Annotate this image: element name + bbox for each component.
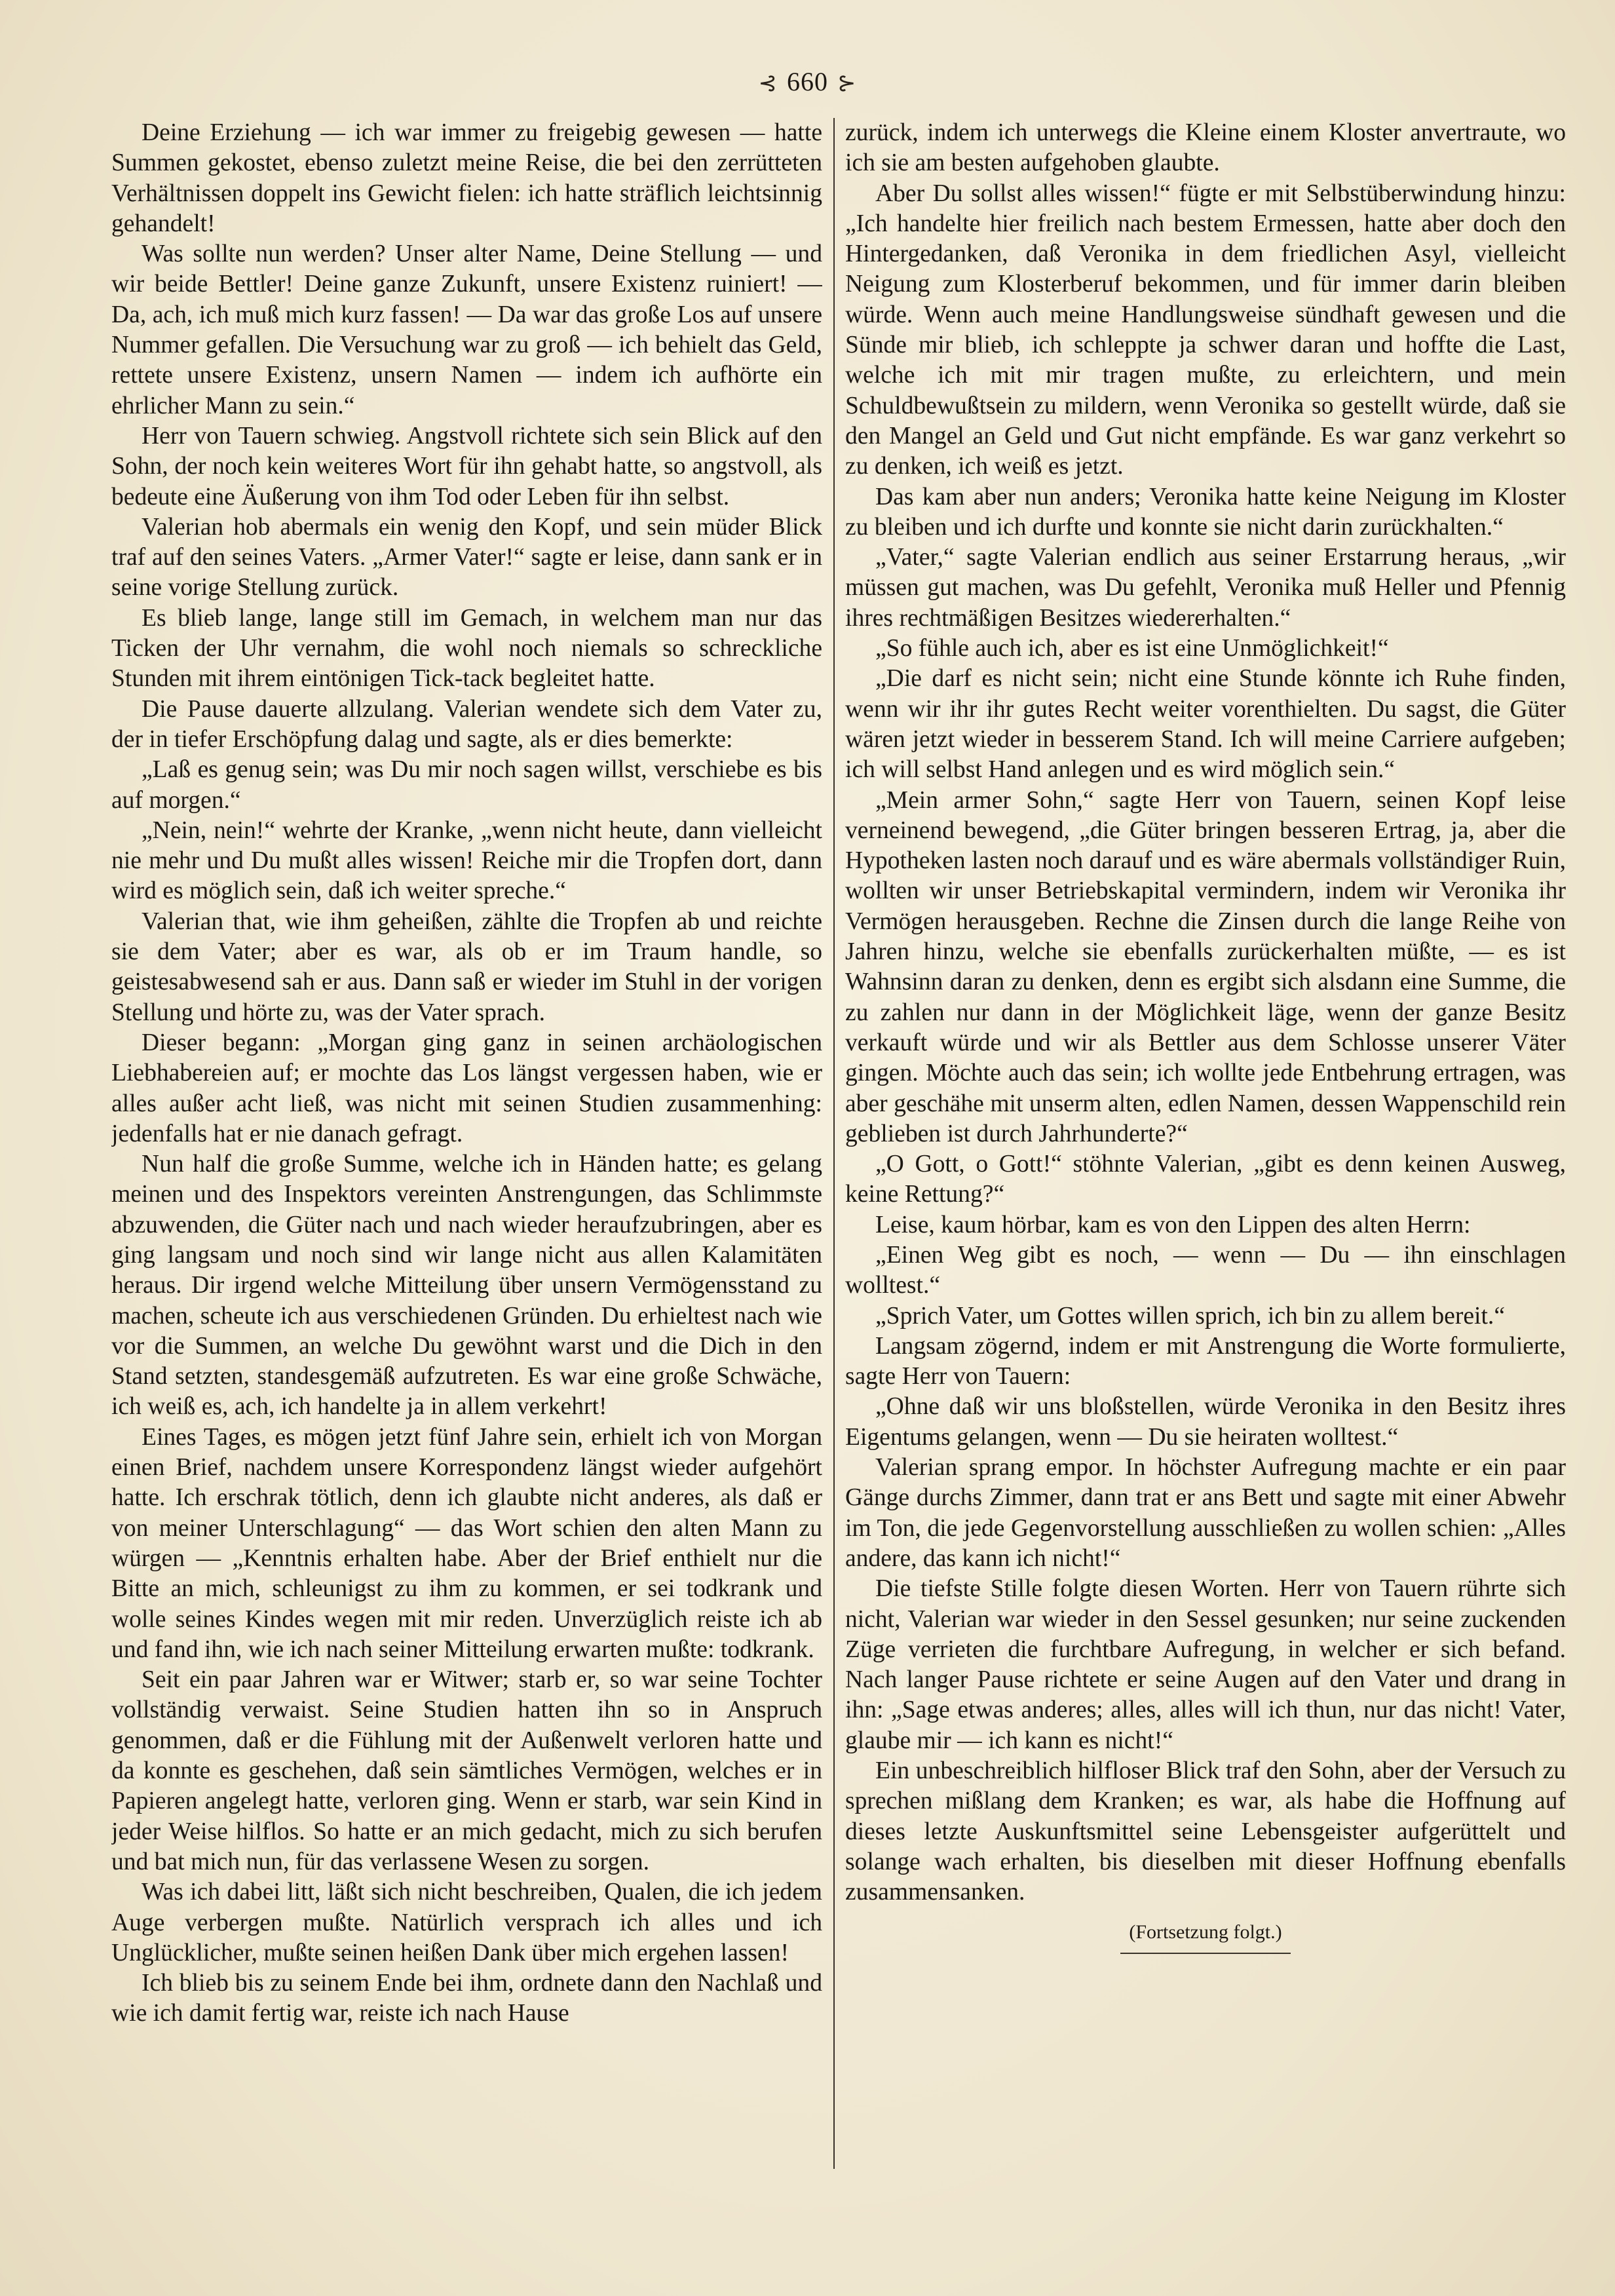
paragraph: Dieser begann: „Morgan ging ganz in seinen archäologischen Liebhabereien auf; er mochte das Los längst vergessen haben, wie er alles außer acht ließ, was nicht mit seinen Studien zusammenhing: jedenfalls hat er nie danach gefragt.	[111, 1029, 822, 1147]
paragraph: Ich blieb bis zu seinem Ende bei ihm, ordnete dann den Nachlaß und wie ich damit fertig war, reiste ich nach Hause	[111, 1970, 822, 2027]
paragraph: „Einen Weg gibt es noch, — wenn — Du — ihn einschlagen wolltest.“	[845, 1241, 1566, 1299]
paragraph: Valerian sprang empor. In höchster Aufregung machte er ein paar Gänge durchs Zimmer, dann trat er ans Bett und sagte mit einer Abwehr im Ton, die jede Gegenvorstellung ausschließen zu wollen schien: „Alles andere, das kann ich nicht!“	[845, 1454, 1566, 1572]
paragraph: Langsam zögernd, indem er mit Anstrengung die Worte formulierte, sagte Herr von Tauern:	[845, 1332, 1566, 1390]
paragraph: zurück, indem ich unterwegs die Kleine einem Kloster anvertraute, wo ich sie am besten aufgehoben glaubte.	[845, 119, 1566, 177]
paragraph: Eines Tages, es mögen jetzt fünf Jahre sein, erhielt ich von Morgan einen Brief, nachdem unsere Korrespondenz längst wieder aufgehört hatte. Ich erschrak tötlich, denn ich glaubte nicht anderes, als daß er von meiner Unterschlagung“ — das Wort schien den alten Mann zu würgen — „Kenntnis erhalten habe. Aber der Brief enthielt nur die Bitte an mich, schleunigst zu ihm zu kommen, er sei todkrank und wolle seines Kindes wegen mit mir reden. Unverzüglich reiste ich ab und fand ihn, wie ich nach seiner Mitteilung erwarten mußte: todkrank.	[111, 1423, 822, 1663]
paragraph: Deine Erziehung — ich war immer zu freigebig gewesen — hatte Summen gekostet, ebenso zuletzt meine Reise, die bei den zerrütteten Verhältnissen doppelt ins Gewicht fielen: ich hatte sträflich leichtsinnig gehandelt!	[111, 119, 822, 237]
paragraph: „Vater,“ sagte Valerian endlich aus seiner Erstarrung heraus, „wir müssen gut machen, was Du gefehlt, Veronika muß Heller und Pfennig ihres rechtmäßigen Besitzes wiedererhalten.“	[845, 544, 1566, 632]
paragraph: Die Pause dauerte allzulang. Valerian wendete sich dem Vater zu, der in tiefer Erschöpfung dalag und sagte, als er dies bemerkte:	[111, 695, 822, 753]
paragraph: Was sollte nun werden? Unser alter Name, Deine Stellung — und wir beide Bettler! Deine ganze Zukunft, unsere Existenz ruiniert! — Da, ach, ich muß mich kurz fassen! — Da war das große Los auf unsere Nummer gefallen. Die Versuchung war zu groß — ich behielt das Geld, rettete unsere Existenz, unsern Namen — indem ich aufhörte ein ehrlicher Mann zu sein.“	[111, 240, 822, 419]
page-number: 660	[787, 67, 828, 96]
paragraph: Valerian hob abermals ein wenig den Kopf, und sein müder Blick traf auf den seines Vaters. „Armer Vater!“ sagte er leise, dann sank er in seine vorige Stellung zurück.	[111, 513, 822, 602]
paragraph: „Sprich Vater, um Gottes willen sprich, ich bin zu allem bereit.“	[875, 1302, 1505, 1330]
paragraph: „O Gott, o Gott!“ stöhnte Valerian, „gibt es denn keinen Ausweg, keine Rettung?“	[845, 1151, 1566, 1208]
paragraph: Aber Du sollst alles wissen!“ fügte er mit Selbstüberwindung hinzu: „Ich handelte hier freilich nach bestem Ermessen, hatte aber doch den Hintergedanken, daß Veronika in dem friedlichen Asyl, vielleicht Neigung zum Klosterberuf bekommen, und für immer darin bleiben würde. Wenn auch meine Handlungsweise sündhaft gewesen und die Sünde mir blieb, ich schleppte ja schwer daran und hoffte die Last, welche ich mit mir tragen mußte, zu erleichtern, und mein Schuldbewußtsein zu mildern, wenn Veronika so gestellt würde, daß sie den Mangel an Geld und Gut nicht empfände. Es war ganz verkehrt so zu denken, ich weiß es jetzt.	[845, 180, 1566, 480]
paragraph: „Die darf es nicht sein; nicht eine Stunde könnte ich Ruhe finden, wenn wir ihr ihr gutes Recht weiter vorenthielten. Du sagst, die Güter wären jetzt wieder in besserem Stand. Ich will meine Carriere aufgeben; ich will selbst Hand anlegen und es wird möglich sein.“	[845, 665, 1566, 784]
ornament-right-icon: ⊱	[837, 71, 857, 96]
continuation-note: (Fortsetzung folgt.)	[1129, 1921, 1282, 1943]
paragraph: Leise, kaum hörbar, kam es von den Lippen des alten Herrn:	[875, 1211, 1471, 1238]
paragraph: Was ich dabei litt, läßt sich nicht beschreiben, Qualen, die ich jedem Auge verbergen mußte. Natürlich versprach ich alles und ich Unglücklicher, mußte seinen heißen Dank über mich ergehen lassen!	[111, 1879, 822, 1966]
ornament-left-icon: ⊰	[758, 71, 778, 96]
paragraph: „Mein armer Sohn,“ sagte Herr von Tauern, seinen Kopf leise verneinend bewegend, „die Güter bringen besseren Ertrag, ja, aber die Hypotheken lasten noch darauf und es wäre abermals vollständiger Ruin, wollten wir unser Betriebskapital vermindern, indem wir Veronika ihr Vermögen herausgeben. Rechne die Zinsen durch die lange Reihe von Jahren hinzu, welche sie ebenfalls zurückerhalten müßte, — es ist Wahnsinn daran zu denken, denn es ergibt sich alsdann eine Summe, die zu zahlen nur dann in der Möglichkeit läge, wenn der ganze Besitz verkauft würde und wir als Bettler aus dem Schlosse unserer Väter gingen. Möchte auch das sein; ich wollte jede Entbehrung ertragen, was aber geschähe mit unserm alten, edlen Namen, dessen Wappenschild rein geblieben ist durch Jahrhunderte?“	[845, 786, 1566, 1147]
paragraph: Nun half die große Summe, welche ich in Händen hatte; es gelang meinen und des Inspektors vereinten Anstrengungen, das Schlimmste abzuwenden, die Güter nach und nach wieder heraufzubringen, aber es ging langsam und noch sind wir lange nicht aus allen Kalamitäten heraus. Dir irgend welche Mitteilung über unsern Vermögensstand zu machen, scheute ich aus verschiedenen Gründen. Du erhieltest nach wie vor die Summen, an welche Du gewöhnt warst und die Dich in den Stand setzten, standesgemäß aufzutreten. Es war eine große Schwäche, ich weiß es, ach, ich handelte ja in allem verkehrt!	[111, 1151, 822, 1421]
paragraph: „So fühle auch ich, aber es ist eine Unmöglichkeit!“	[875, 635, 1389, 662]
paragraph: Das kam aber nun anders; Veronika hatte keine Neigung im Kloster zu bleiben und ich durfte und konnte sie nicht darin zurückhalten.“	[845, 483, 1566, 541]
left-column	[111, 118, 822, 2162]
paragraph: Seit ein paar Jahren war er Witwer; starb er, so war seine Tochter vollständig verwaist. Seine Studien hatten ihn so in Anspruch genommen, daß er die Fühlung mit der Außenwelt verloren hatte und da konnte es geschehen, daß sein sämtliches Vermögen, welches er in Papieren angelegt hatte, verloren ging. Wenn er starb, war sein Kind in jeder Weise hilflos. So hatte er an mich gedacht, mich zu sich berufen und bat mich nun, für das verlassene Wesen zu sorgen.	[111, 1666, 822, 1875]
column-divider	[833, 118, 835, 2169]
paragraph: Es blieb lange, lange still im Gemach, in welchem man nur das Ticken der Uhr vernahm, die wohl noch niemals so schreckliche Stunden mit ihrem eintönigen Tick-tack begleitet hatte.	[111, 604, 822, 693]
paragraph: Ein unbeschreiblich hilfloser Blick traf den Sohn, aber der Versuch zu sprechen mißlang dem Kranken; es war, als habe die Hoffnung auf dieses letzte Auskunftsmittel seine Lebensgeister aufgerüttelt und solange wach erhalten, bis dieselben mit dieser Hoffnung ebenfalls zusammensanken.	[845, 1757, 1566, 1906]
paragraph: Herr von Tauern schwieg. Angstvoll richtete sich sein Blick auf den Sohn, der noch kein weiteres Wort für ihn gehabt hatte, so angstvoll, als bedeute eine Äußerung von ihm Tod oder Leben für ihn selbst.	[111, 422, 822, 510]
closing-rule	[1120, 1953, 1291, 1954]
paragraph: Valerian that, wie ihm geheißen, zählte die Tropfen ab und reichte sie dem Vater; aber es war, als ob er im Traum handle, so geistesabwesend sah er aus. Dann saß er wieder im Stuhl in der vorigen Stellung und hörte zu, was der Vater sprach.	[111, 908, 822, 1026]
page-header	[0, 66, 1615, 100]
paragraph: Die tiefste Stille folgte diesen Worten. Herr von Tauern rührte sich nicht, Valerian war wieder in den Sessel gesunken; nur seine zuckenden Züge verrieten die furchtbare Aufregung, in welcher er sich befand. Nach langer Pause richtete er seine Augen auf den Vater und drang in ihn: „Sage etwas anderes; alles, alles will ich thun, nur das nicht! Vater, glaube mir — ich kann es nicht!“	[845, 1575, 1566, 1754]
paragraph: „Nein, nein!“ wehrte der Kranke, „wenn nicht heute, dann vielleicht nie mehr und Du mußt alles wissen! Reiche mir die Tropfen dort, dann wird es möglich sein, daß ich weiter spreche.“	[111, 816, 822, 905]
paragraph: „Ohne daß wir uns bloßstellen, würde Veronika in den Besitz ihres Eigentums gelangen, wenn — Du sie heiraten wolltest.“	[845, 1393, 1566, 1451]
paragraph: „Laß es genug sein; was Du mir noch sagen willst, verschiebe es bis auf morgen.“	[111, 756, 822, 814]
right-column	[845, 118, 1566, 2162]
